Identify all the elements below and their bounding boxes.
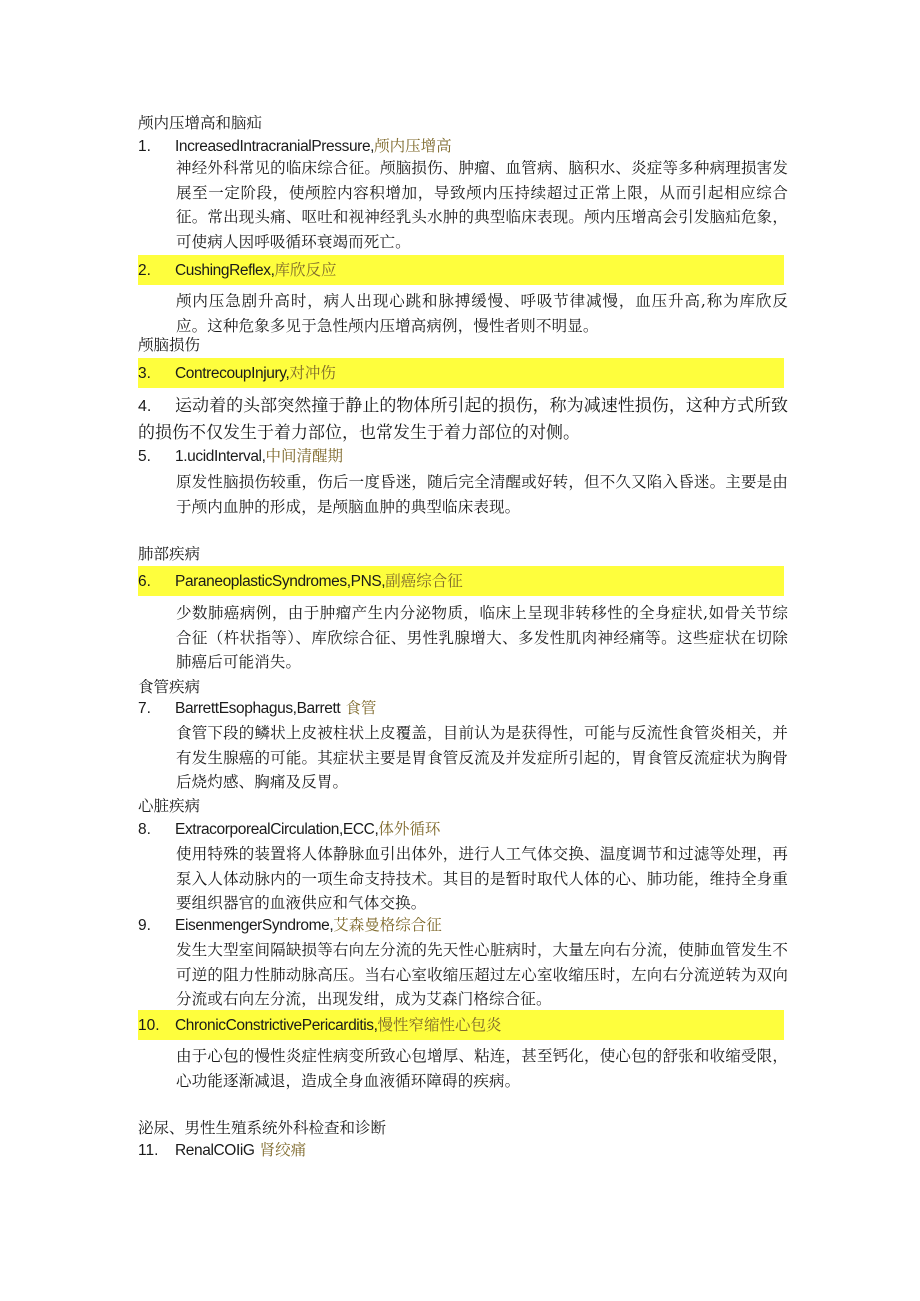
- item-number: 4.: [138, 398, 152, 415]
- item-number: 2.: [138, 262, 151, 279]
- term-item-10: [138, 1010, 784, 1040]
- term-chinese: 对冲伤: [289, 364, 336, 382]
- term-description: 少数肺癌病例，由于肿瘤产生内分泌物质，临床上呈现非转移性的全身症状,如骨关节综合征（杵状指等）、库欣综合征、男性乳腺增大、多发性肌肉神经痛等。这些症状在切除肺癌后可能消失。: [176, 604, 788, 671]
- item-number: 10.: [138, 1017, 160, 1034]
- section-heading: 肺部疾病: [138, 545, 201, 563]
- term-description: 使用特殊的装置将人体静脉血引出体外，进行人工气体交换、温度调节和过滤等处理，再泵入人体动脉内的一项生命支持技术。其目的是暂时取代人体的心、肺功能，维持全身重要组织器官的血液供应和气体交换。: [176, 845, 788, 912]
- term-item-11: [138, 1135, 784, 1165]
- term-chinese: 颅内压增高: [374, 137, 452, 155]
- term-item-2: [138, 255, 784, 285]
- section-heading: 食管疾病: [138, 678, 201, 696]
- term-chinese: 中间清醒期: [265, 447, 344, 465]
- term-english: BarrettEsophagus,Barrett: [175, 700, 341, 717]
- section-heading: 颅脑损伤: [138, 336, 201, 354]
- item-number: 6.: [138, 573, 151, 590]
- term-item-6: [138, 566, 784, 596]
- term-english: ParaneoplasticSyndromes,PNS,: [175, 573, 386, 590]
- term-item-7: [138, 693, 784, 723]
- term-description: 原发性脑损伤较重，伤后一度昏迷，随后完全清醒或好转，但不久又陷入昏迷。主要是由于颅内血肿的形成，是颅脑血肿的典型临床表现。: [176, 473, 788, 516]
- item-number: 9.: [138, 917, 151, 934]
- term-english: RenalCOIiG: [175, 1142, 255, 1159]
- term-chinese: 副癌综合征: [385, 572, 463, 590]
- term-description: 颅内压急剧升高时，病人出现心跳和脉搏缓慢、呼吸节律减慢，血压升高,称为库欣反应。这种危象多见于急性颅内压增高病例，慢性者则不明显。: [176, 292, 788, 335]
- term-item-9: [138, 910, 784, 940]
- term-item-4: [138, 393, 788, 447]
- section-heading: 颅内压增高和脑疝: [138, 114, 263, 132]
- term-english: EisenmengerSyndrome,: [175, 917, 334, 934]
- term-chinese: 体外循环: [378, 820, 441, 838]
- term-description: 食管下段的鳞状上皮被柱状上皮覆盖，目前认为是获得性，可能与反流性食管炎相关，并有发生腺癌的可能。其症状主要是胃食管反流及并发症所引起的，胃食管反流症状为胸骨后烧灼感、胸痛及反胃。: [176, 724, 788, 791]
- term-chinese: 肾绞痛: [259, 1141, 307, 1159]
- term-item-3: [138, 358, 784, 388]
- item-number: 11.: [138, 1142, 159, 1159]
- item-number: 7.: [138, 700, 151, 717]
- term-description: 神经外科常见的临床综合征。颅脑损伤、肿瘤、血管病、脑积水、炎症等多种病理损害发展至一定阶段，使颅腔内容积增加，导致颅内压持续超过正常上限，从而引起相应综合征。常出现头痛、呕吐和视神经乳头水肿的典型临床表现。颅内压增高会引发脑疝危象，可使病人因呼吸循环衰竭而死亡。: [176, 159, 788, 251]
- term-description: 运动着的头部突然撞于静止的物体所引起的损伤，称为减速性损伤，这种方式所致的损伤不仅发生于着力部位，也常发生于着力部位的对侧。: [138, 396, 788, 443]
- term-description: 发生大型室间隔缺损等右向左分流的先天性心脏病时，大量左向右分流，使肺血管发生不可逆的阻力性肺动脉高压。当右心室收缩压超过左心室收缩压时，左向右分流逆转为双向分流或右向左分流，出现发绀，成为艾森门格综合征。: [176, 941, 788, 1008]
- section-heading: 心脏疾病: [138, 797, 201, 815]
- term-item-8: [138, 814, 784, 844]
- item-number: 5.: [138, 448, 151, 465]
- term-chinese: 库欣反应: [274, 261, 337, 279]
- term-chinese: 艾森曼格综合征: [333, 916, 442, 934]
- term-english: ExtracorporealCirculation,ECC,: [175, 821, 379, 838]
- item-number: 8.: [138, 821, 151, 838]
- item-number: 1.: [138, 138, 151, 155]
- term-english: ContrecoupInjury,: [175, 365, 290, 382]
- term-english: ChronicConstrictivePericarditis,: [175, 1017, 378, 1034]
- term-item-5: [138, 441, 784, 471]
- term-chinese: 食管: [345, 699, 377, 717]
- item-number: 3.: [138, 365, 151, 382]
- term-description: 由于心包的慢性炎症性病变所致心包增厚、粘连，甚至钙化，使心包的舒张和收缩受限，心功能逐渐减退，造成全身血液循环障碍的疾病。: [176, 1047, 788, 1090]
- section-heading: 泌尿、男性生殖系统外科检查和诊断: [138, 1119, 387, 1137]
- term-english: IncreasedIntracranialPressure,: [175, 138, 375, 155]
- term-chinese: 慢性窄缩性心包炎: [377, 1016, 502, 1034]
- term-english: 1.ucidInterval,: [175, 448, 266, 465]
- term-english: CushingReflex,: [175, 262, 275, 279]
